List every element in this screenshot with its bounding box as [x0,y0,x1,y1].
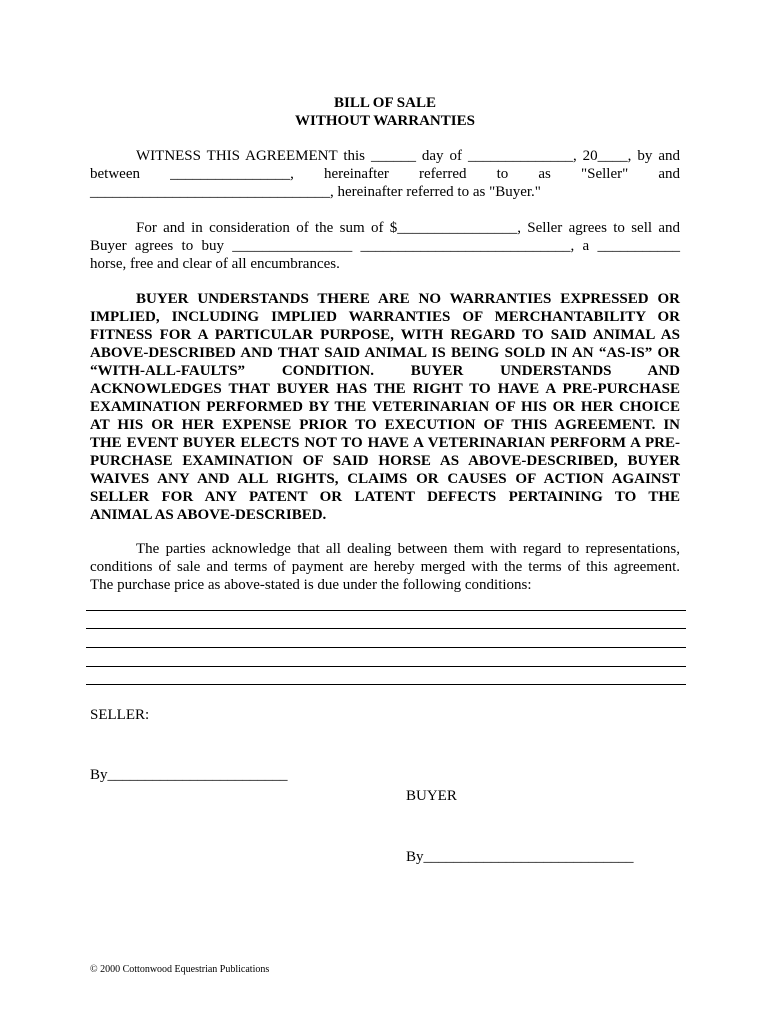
copyright-footer: © 2000 Cottonwood Equestrian Publications [90,964,270,975]
consideration-line-3: horse, free and clear of all encumbrances. [90,256,340,272]
warranty-disclaimer-paragraph [90,290,680,524]
disclaimer-line: FITNESS FOR A PARTICULAR PURPOSE, WITH REGARD TO SAID ANIMAL AS [90,327,680,343]
acknowledgement-paragraph [90,540,680,594]
disclaimer-line: WAIVES ANY AND ALL RIGHTS, CLAIMS OR CAUSES OF ACTION AGAINST [90,471,680,487]
conditions-blank-line[interactable] [86,647,686,648]
consideration-line-1: For and in consideration of the sum of $________________, Seller agrees to sell and [136,220,680,236]
disclaimer-line: ANIMAL AS ABOVE-DESCRIBED. [90,507,327,523]
seller-label: SELLER: [90,707,150,723]
conditions-blank-line[interactable] [86,628,686,629]
disclaimer-line: BUYER UNDERSTANDS THERE ARE NO WARRANTIES EXPRESSED OR [136,291,680,307]
disclaimer-line: “WITH-ALL-FAULTS” CONDITION. BUYER UNDERSTANDS AND [90,363,680,379]
buyer-signature-line[interactable]: By____________________________ [406,849,634,865]
witness-line-3: ________________________________, hereinafter referred to as "Buyer." [90,184,541,200]
disclaimer-line: AT HIS OR HER EXPENSE PRIOR TO EXECUTION OF THIS AGREEMENT. IN [90,417,680,433]
seller-signature-line[interactable]: By________________________ [90,767,288,783]
document-title: BILL OF SALE [334,95,436,111]
disclaimer-line: SELLER FOR ANY PATENT OR LATENT DEFECTS PERTAINING TO THE [90,489,680,505]
acknowledgement-line-3: The purchase price as above-stated is due under the following conditions: [90,577,532,593]
consideration-line-2: Buyer agrees to buy ________________ ____________________________, a ___________ [90,238,680,254]
disclaimer-line: THE EVENT BUYER ELECTS NOT TO HAVE A VETERINARIAN PERFORM A PRE- [90,435,680,451]
buyer-label: BUYER [406,788,457,804]
conditions-blank-line[interactable] [86,684,686,685]
acknowledgement-line-1: The parties acknowledge that all dealing between them with regard to representations, [136,541,680,557]
witness-line-2: between ________________, hereinafter referred to as "Seller" and [90,166,680,182]
disclaimer-line: ABOVE-DESCRIBED AND THAT SAID ANIMAL IS BEING SOLD IN AN “AS-IS” OR [90,345,680,361]
witness-paragraph [90,147,680,201]
disclaimer-line: EXAMINATION PERFORMED BY THE VETERINARIAN OF HIS OR HER CHOICE [90,399,680,415]
witness-line-1: WITNESS THIS AGREEMENT this ______ day of ______________, 20____, by and [136,148,680,164]
conditions-blank-line[interactable] [86,666,686,667]
disclaimer-line: ACKNOWLEDGES THAT BUYER HAS THE RIGHT TO HAVE A PRE-PURCHASE [90,381,680,397]
disclaimer-line: IMPLIED, INCLUDING IMPLIED WARRANTIES OF MERCHANTABILITY OR [90,309,680,325]
conditions-blank-line[interactable] [86,610,686,611]
consideration-paragraph [90,219,680,273]
document-subtitle: WITHOUT WARRANTIES [295,113,475,129]
acknowledgement-line-2: conditions of sale and terms of payment are hereby merged with the terms of this agreement. [90,559,680,575]
disclaimer-line: PURCHASE EXAMINATION OF SAID HORSE AS ABOVE-DESCRIBED, BUYER [90,453,680,469]
